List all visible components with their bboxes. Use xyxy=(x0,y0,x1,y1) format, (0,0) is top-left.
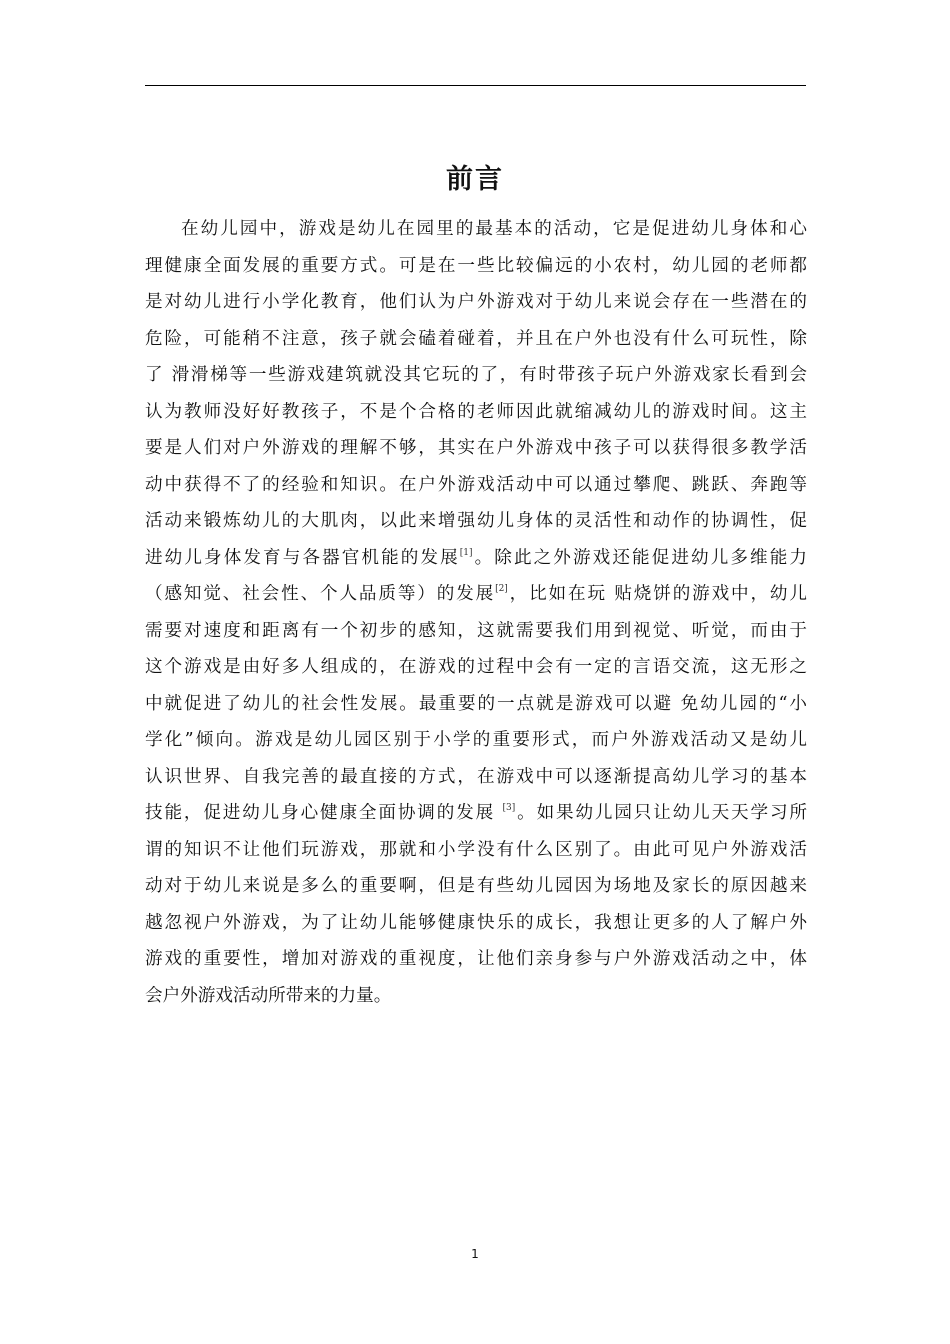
text-segment: 进幼儿身体发育与各器官机能的发展 xyxy=(145,547,460,568)
text-line-6: 认为教师没好好教孩子，不是个合格的老师因此就缩减幼儿的游戏时间。这主 xyxy=(145,401,807,422)
text-segment: 。除此之外游戏还能促进幼儿多维能力 xyxy=(472,547,807,568)
text-line-4: 危险，可能稍不注意，孩子就会磕着碰着，并且在户外也没有什么可玩性，除 xyxy=(145,328,807,349)
text-line-3: 是对幼儿进行小学化教育，他们认为户外游戏对于幼儿来说会存在一些潜在的 xyxy=(145,292,807,312)
text-line-8: 动中获得不了的经验和知识。在户外游戏活动中可以通过攀爬、跳跃、奔跑等 xyxy=(145,474,807,495)
text-line-12: 需要对速度和距离有一个初步的感知，这就需要我们用到视觉、听觉，而由于 xyxy=(145,620,807,641)
text-segment: 。如果幼儿园只让幼儿天天学习所 xyxy=(515,803,807,823)
text-line-11 xyxy=(145,576,807,613)
page-title: 前言 xyxy=(446,164,504,195)
text-segment: 技能，促进幼儿身心健康全面协调的发展 xyxy=(145,803,503,823)
text-line-22: 会户外游戏活动所带来的力量。 xyxy=(145,985,392,1006)
text-line-5: 了 滑滑梯等一些游戏建筑就没其它玩的了，有时带孩子玩户外游戏家长看到会 xyxy=(145,365,807,385)
text-line-16: 认识世界、自我完善的最直接的方式，在游戏中可以逐渐提高幼儿学习的基本 xyxy=(145,766,807,787)
text-line-17 xyxy=(145,795,807,832)
text-line-21: 游戏的重要性，增加对游戏的重视度，让他们亲身参与户外游戏活动之中，体 xyxy=(145,949,807,969)
text-line-13: 这个游戏是由好多人组成的，在游戏的过程中会有一定的言语交流，这无形之 xyxy=(145,657,807,677)
text-line-18: 谓的知识不让他们玩游戏，那就和小学没有什么区别了。由此可见户外游戏活 xyxy=(145,839,807,860)
text-line-19: 动对于幼儿来说是多么的重要啊，但是有些幼儿园因为场地及家长的原因越来 xyxy=(145,876,807,896)
text-line-14: 中就促进了幼儿的社会性发展。最重要的一点就是游戏可以避 免幼儿园的“小 xyxy=(145,693,807,714)
text-line-1: 在幼儿园中，游戏是幼儿在园里的最基本的活动，它是促进幼儿身体和心 xyxy=(181,219,807,239)
text-segment: ，比如在玩 贴烧饼的游戏中，幼儿 xyxy=(507,584,807,604)
citation-ref-3: [3] xyxy=(502,803,516,813)
header-rule xyxy=(145,85,806,86)
text-line-10 xyxy=(145,540,807,577)
text-line-9: 活动来锻炼幼儿的大肌肉，以此来增强幼儿身体的灵活性和动作的协调性，促 xyxy=(145,511,807,531)
preface-paragraph xyxy=(145,211,807,1014)
text-line-20: 越忽视户外游戏，为了让幼儿能够健康快乐的成长，我想让更多的人了解户外 xyxy=(145,912,807,933)
citation-ref-2: [2] xyxy=(495,584,508,594)
page-number: 1 xyxy=(471,1247,479,1261)
text-line-15: 学化”倾向。游戏是幼儿园区别于小学的重要形式，而户外游戏活动又是幼儿 xyxy=(145,730,807,750)
text-line-2: 理健康全面发展的重要方式。可是在一些比较偏远的小农村，幼儿园的老师都 xyxy=(145,255,807,276)
text-segment: （感知觉、社会性、个人品质等）的发展 xyxy=(145,584,496,604)
citation-ref-1: [1] xyxy=(459,547,473,558)
text-line-7: 要是人们对户外游戏的理解不够，其实在户外游戏中孩子可以获得很多教学活 xyxy=(145,438,807,458)
